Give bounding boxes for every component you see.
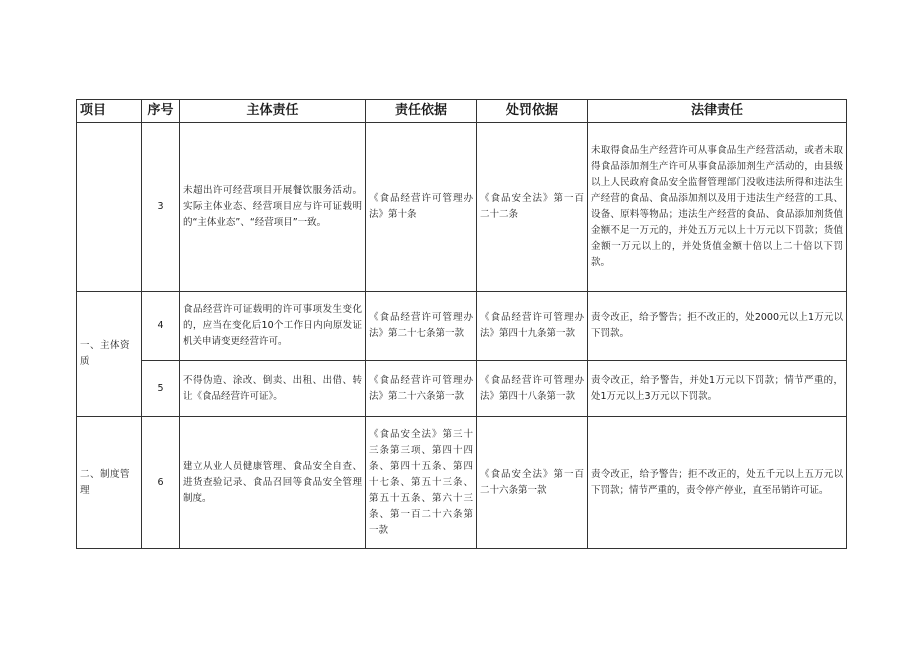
liability-cell: 责令改正，给予警告；拒不改正的，处2000元以上1万元以下罚款。: [588, 292, 847, 361]
header-penalty-basis: 处罚依据: [477, 100, 588, 123]
header-seq: 序号: [142, 100, 180, 123]
seq-cell: 3: [142, 123, 180, 292]
duty-cell: 未超出许可经营项目开展餐饮服务活动。实际主体业态、经营项目应与许可证载明的“主体业态”、“经营项目”一致。: [180, 123, 366, 292]
liability-cell: 责令改正，给予警告；拒不改正的，处五千元以上五万元以下罚款；情节严重的，责令停产停业，直至吊销许可证。: [588, 417, 847, 549]
basis-cell: 《食品经营许可管理办法》第二十七条第一款: [366, 292, 477, 361]
table-row: [77, 292, 847, 361]
header-row: [77, 100, 847, 123]
header-basis: 责任依据: [366, 100, 477, 123]
table-row: [77, 417, 847, 549]
responsibility-table: [76, 99, 847, 549]
basis-cell: 《食品经营许可管理办法》第二十六条第一款: [366, 361, 477, 417]
header-liability: 法律责任: [588, 100, 847, 123]
seq-cell: 5: [142, 361, 180, 417]
penalty-basis-cell: 《食品安全法》第一百二十二条: [477, 123, 588, 292]
penalty-basis-cell: 《食品经营许可管理办法》第四十八条第一款: [477, 361, 588, 417]
seq-cell: 4: [142, 292, 180, 361]
duty-cell: 不得伪造、涂改、倒卖、出租、出借、转让《食品经营许可证》。: [180, 361, 366, 417]
category-cell: 一、主体资质: [77, 292, 142, 417]
table-row: [77, 123, 847, 292]
liability-cell: 未取得食品生产经营许可从事食品生产经营活动，或者未取得食品添加剂生产许可从事食品添加剂生产活动的，由县级以上人民政府食品安全监督管理部门没收违法所得和违法生产经营的食品、食品添加剂以及用于违法生产经营的工具、设备、原料等物品；违法生产经营的食品、食品添加剂货值金额不足一万元的，并处五万元以上十万元以下罚款；货值金额一万元以上的，并处货值金额十倍以上二十倍以下罚款。: [588, 123, 847, 292]
duty-cell: 食品经营许可证载明的许可事项发生变化的，应当在变化后10个工作日内向原发证机关申请变更经营许可。: [180, 292, 366, 361]
seq-cell: 6: [142, 417, 180, 549]
duty-cell: 建立从业人员健康管理、食品安全自查、进货查验记录、食品召回等食品安全管理制度。: [180, 417, 366, 549]
category-cell-empty: [77, 123, 142, 292]
liability-cell: 责令改正，给予警告，并处1万元以下罚款；情节严重的，处1万元以上3万元以下罚款。: [588, 361, 847, 417]
header-project: 项目: [77, 100, 142, 123]
basis-cell: 《食品经营许可管理办法》第十条: [366, 123, 477, 292]
penalty-basis-cell: 《食品安全法》第一百二十六条第一款: [477, 417, 588, 549]
header-duty: 主体责任: [180, 100, 366, 123]
table-row: [77, 361, 847, 417]
penalty-basis-cell: 《食品经营许可管理办法》第四十九条第一款: [477, 292, 588, 361]
category-cell: 二、制度管理: [77, 417, 142, 549]
basis-cell: 《食品安全法》第三十三条第三项、第四十四条、第四十五条、第四十七条、第五十三条、第五十五条、第六十三条、第一百二十六条第一款: [366, 417, 477, 549]
